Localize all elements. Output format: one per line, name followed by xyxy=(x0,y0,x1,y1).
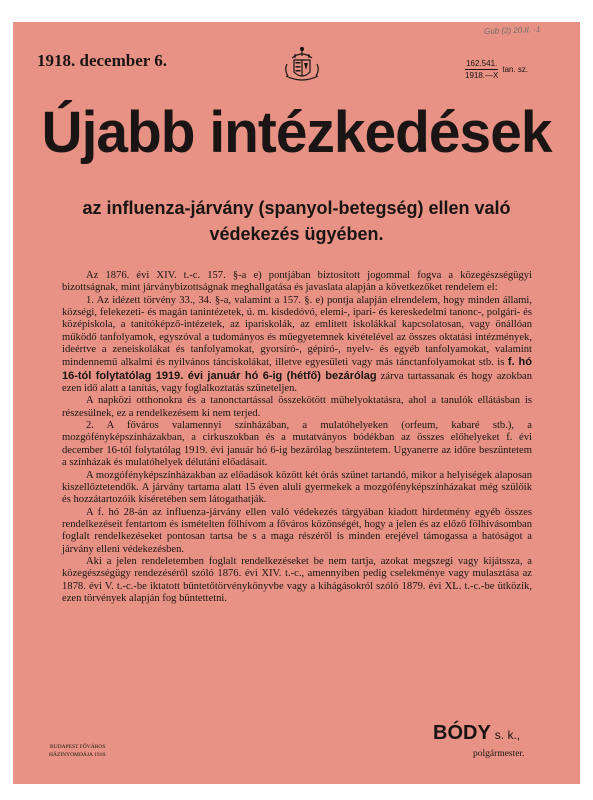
ref-number-top: 162.541. xyxy=(466,59,498,68)
ref-number-bottom: 1918.—X xyxy=(465,71,499,80)
paragraph-point-1 xyxy=(62,295,532,396)
poster xyxy=(13,22,580,784)
subtitle-line-1: az influenza-járvány (spanyol-betegség) ellen való xyxy=(82,198,511,218)
paragraph-previous-notice: A f. hó 28-án az influenza-járvány ellen való védekezés tárgyában kiadott hirdetmény egyéb összes rendelkezéseit fentartom és ismételten fölhívom a főváros közönségét, hogy a jelen és az előző fölhívásomban foglalt rendelkezéseket pontosan tartsa be s a maga részéről is minden erejével támogassa a hatóságot a járvány elleni védekezésben. xyxy=(62,506,532,555)
reference-number xyxy=(465,58,528,81)
issue-date: 1918. december 6. xyxy=(37,51,167,70)
signature xyxy=(433,722,520,745)
printer-line-2: HÁZINYOMDÁJA 1918. xyxy=(49,752,107,758)
printer-imprint xyxy=(49,743,106,759)
point-1-text: 1. Az idézett törvény 33., 34. §-a, valamint a 157. §. e) pontja alapján elrendelem, hogy minden állami, községi, felekezeti- és magán tanintézetek, ú. m. kisdedóvó, elemi-, ipari- és kereskedelmi tanonc-, polgári- és középiskola, a tanítóképző-intézetek, az ipariskolák, az említett iskolákkal kapcsolatosan, vagy önállóan működő tanfolyamok, egyszóval a tudományos és műegyetemnek kivételével az összes oktatási intézmények, ideértve a zeneiskolákat és tanfolyamokat, gyorsíró-, gépíró-, nyelv- és egyéb tanfolyamokat, valamint mindennemű alkalmi és nyilvános tánciskolákat, illetve egyesületi vagy más tánctanfolyamokat stb. is xyxy=(62,294,532,369)
paragraph-cinemas: A mozgófényképszínházakban az előadások között két órás szünet tartandó, mikor a helyiségek alaposan kiszellőztetendők. A járvány tartama alatt 15 éven aluli gyermekek a mozgófényképszínházakat még szülőik és hozzátartozóik kíséretében sem látogathatják. xyxy=(62,469,532,506)
closure-period: f. hó 16-tól folytatólag 1919. évi január hó 6-ig (hétfő) bezárólag xyxy=(62,356,532,382)
ref-suffix: tan. sz. xyxy=(502,65,529,74)
subtitle xyxy=(13,195,580,247)
page-title: Újabb intézkedések xyxy=(41,100,552,165)
decree-body xyxy=(62,270,532,605)
archive-note: Gub (2) 20.II. ·1 xyxy=(483,25,541,36)
paragraph-intro: Az 1876. évi XIV. t.-c. 157. §-a e) pontjában biztosított jogommal fogva a közegészségügyi bizottságnak, mint járványbizottságnak meghallgatása és javaslata alapján a következőket rendelem el: xyxy=(62,270,532,294)
printer-line-1: BUDAPEST FŐVÁROS xyxy=(50,744,106,750)
paragraph-exemption: A napközi otthonokra és a tanonctartással összekötött műhelyoktatásra, ahol a tanulók ellátásban is részesülnek, ez a rendelkezésem ki nem terjed. xyxy=(62,395,532,419)
signer-name: BÓDY xyxy=(433,722,491,744)
paragraph-penalties: Aki a jelen rendeletemben foglalt rendelkezéseket be nem tartja, azokat megszegi vagy kijátssza, a közegészségügy rendezéséről szóló 1876. évi XIV. t.-c., amennyiben pedig cselekménye vagy mulasztása az 1878. évi V. t.-c.-be iktatott büntetőtörvénykönyvbe vagy a kihágásokról szóló 1879. évi XL. t.-c.-be ütközik, ezen törvények alapján fog büntettetni. xyxy=(62,555,532,604)
point-1-continuation: zárva tartassanak és hogy azokban ezen idő alatt a tanítás, vagy foglalkoztatás szüneteljen. xyxy=(62,370,532,395)
signer-sk: s. k., xyxy=(494,728,521,742)
paragraph-point-2: 2. A főváros valamennyi színházában, a mulatóhelyeken (orfeum, kabaré stb.), a mozgófényképszínházakban, a cirkuszokban és a mutatványos bódékban az összes előhelyeket f. évi december 16-tól folytatólag 1919. évi január hó 6-ig bezárólag beszüntetem. Ugyanerre az időre beszüntetem a színházak és mulatóhelyek délutáni előadásait. xyxy=(62,420,532,469)
subtitle-line-2: védekezés ügyében. xyxy=(209,224,384,244)
coat-of-arms-icon xyxy=(278,46,326,84)
signer-role: polgármester. xyxy=(473,749,525,759)
